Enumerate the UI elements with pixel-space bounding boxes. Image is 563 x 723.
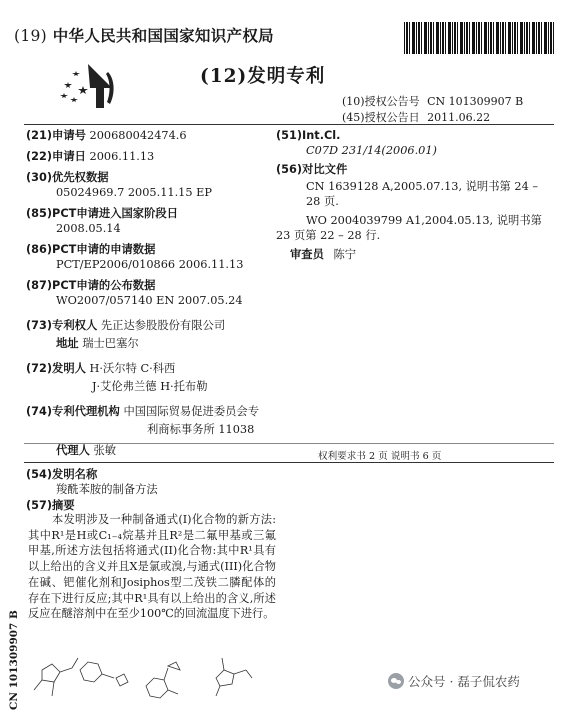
pub-date-row: (45)授权公告日 2011.06.22 [342,111,491,124]
field-agency-line2: 利商标事务所 11038 [147,423,255,436]
field-agent: 代理人 张敏 [56,444,117,457]
structure-II [146,662,180,698]
right-column [276,128,556,262]
invention-block [26,467,276,513]
left-column [26,128,271,458]
patent-type: (12)发明专利 [200,66,326,87]
field-priority: (30)优先权数据 05024969.7 2005.11.15 EP [26,171,212,199]
office-title: (19) 中华人民共和国国家知识产权局 [14,26,274,45]
page-count: 权利要求书 2 页 说明书 6 页 [318,451,442,462]
abstract-text: 本发明涉及一种制备通式(I)化合物的新方法:其中R¹是H或C₁₋₄烷基并且R²是二氟甲基或三氟甲基,所述方法包括将通式(II)化合物:其中R¹具有以上给出的含义并且X是氯或溴,与通式(III)化合物在碱、钯催化剂和Josiphos型二茂铁二膦配体的存在下进行反应;其中R¹具有以上给出的含义,所述反应在醚溶剂中在至少100℃的回流温度下进行。 [28,513,276,621]
structure-III [216,658,252,696]
field-agency: (74)专利代理机构 中国国际贸易促进委员会专 [26,405,260,418]
abstract-rule [24,462,554,463]
ref-2: WO 2004039799 A1,2004.05.13, 说明书第 23 页第 22 – 28 行. [276,214,542,242]
title-label: (54)发明名称 [26,468,98,481]
field-app-no: (21)申请号 200680042474.6 [26,129,187,142]
header-rule [24,124,554,125]
invention-title: 羧酰苯胺的制备方法 [56,483,158,496]
field-pct-national: (85)PCT申请进入国家阶段日 2008.05.14 [26,207,178,235]
field-pct-pub: (87)PCT申请的公布数据 WO2007/057140 EN 2007.05.24 [26,279,243,307]
ref-1: CN 1639128 A,2005.07.13, 说明书第 24 – 28 页. [306,180,539,208]
field-refs-label: (56)对比文件 [276,163,348,176]
field-inventor: (72)发明人 H·沃尔特 C·科西 [26,362,176,375]
sipo-emblem-icon [56,58,118,112]
abstract-label: (57)摘要 [26,499,75,512]
field-filing-date: (22)申请日 2006.11.13 [26,150,155,163]
wechat-icon [388,673,404,689]
field-examiner: 审查员 陈宁 [290,248,357,261]
structure-I [34,658,128,696]
barcode [404,22,556,54]
field-inventor-line2: J·艾伦弗兰德 H·托布勒 [92,380,208,393]
pub-number-row: (10)授权公告号 CN 101309907 B [342,95,524,108]
field-patentee: (73)专利权人 先正达参股股份有限公司 [26,319,226,332]
field-ipc: C07D 231/14(2006.01) [306,144,437,157]
watermark: 公众号 · 磊子侃农药 [388,672,520,690]
field-pct-app: (86)PCT申请的申请数据 PCT/EP2006/010866 2006.11.13 [26,243,244,271]
field-ipc-label: (51)Int.Cl. [276,129,341,142]
margin-patent-number: CN 101309907 B [8,610,20,710]
pages-rule [24,443,554,444]
field-address: 地址 瑞士巴塞尔 [56,337,139,350]
